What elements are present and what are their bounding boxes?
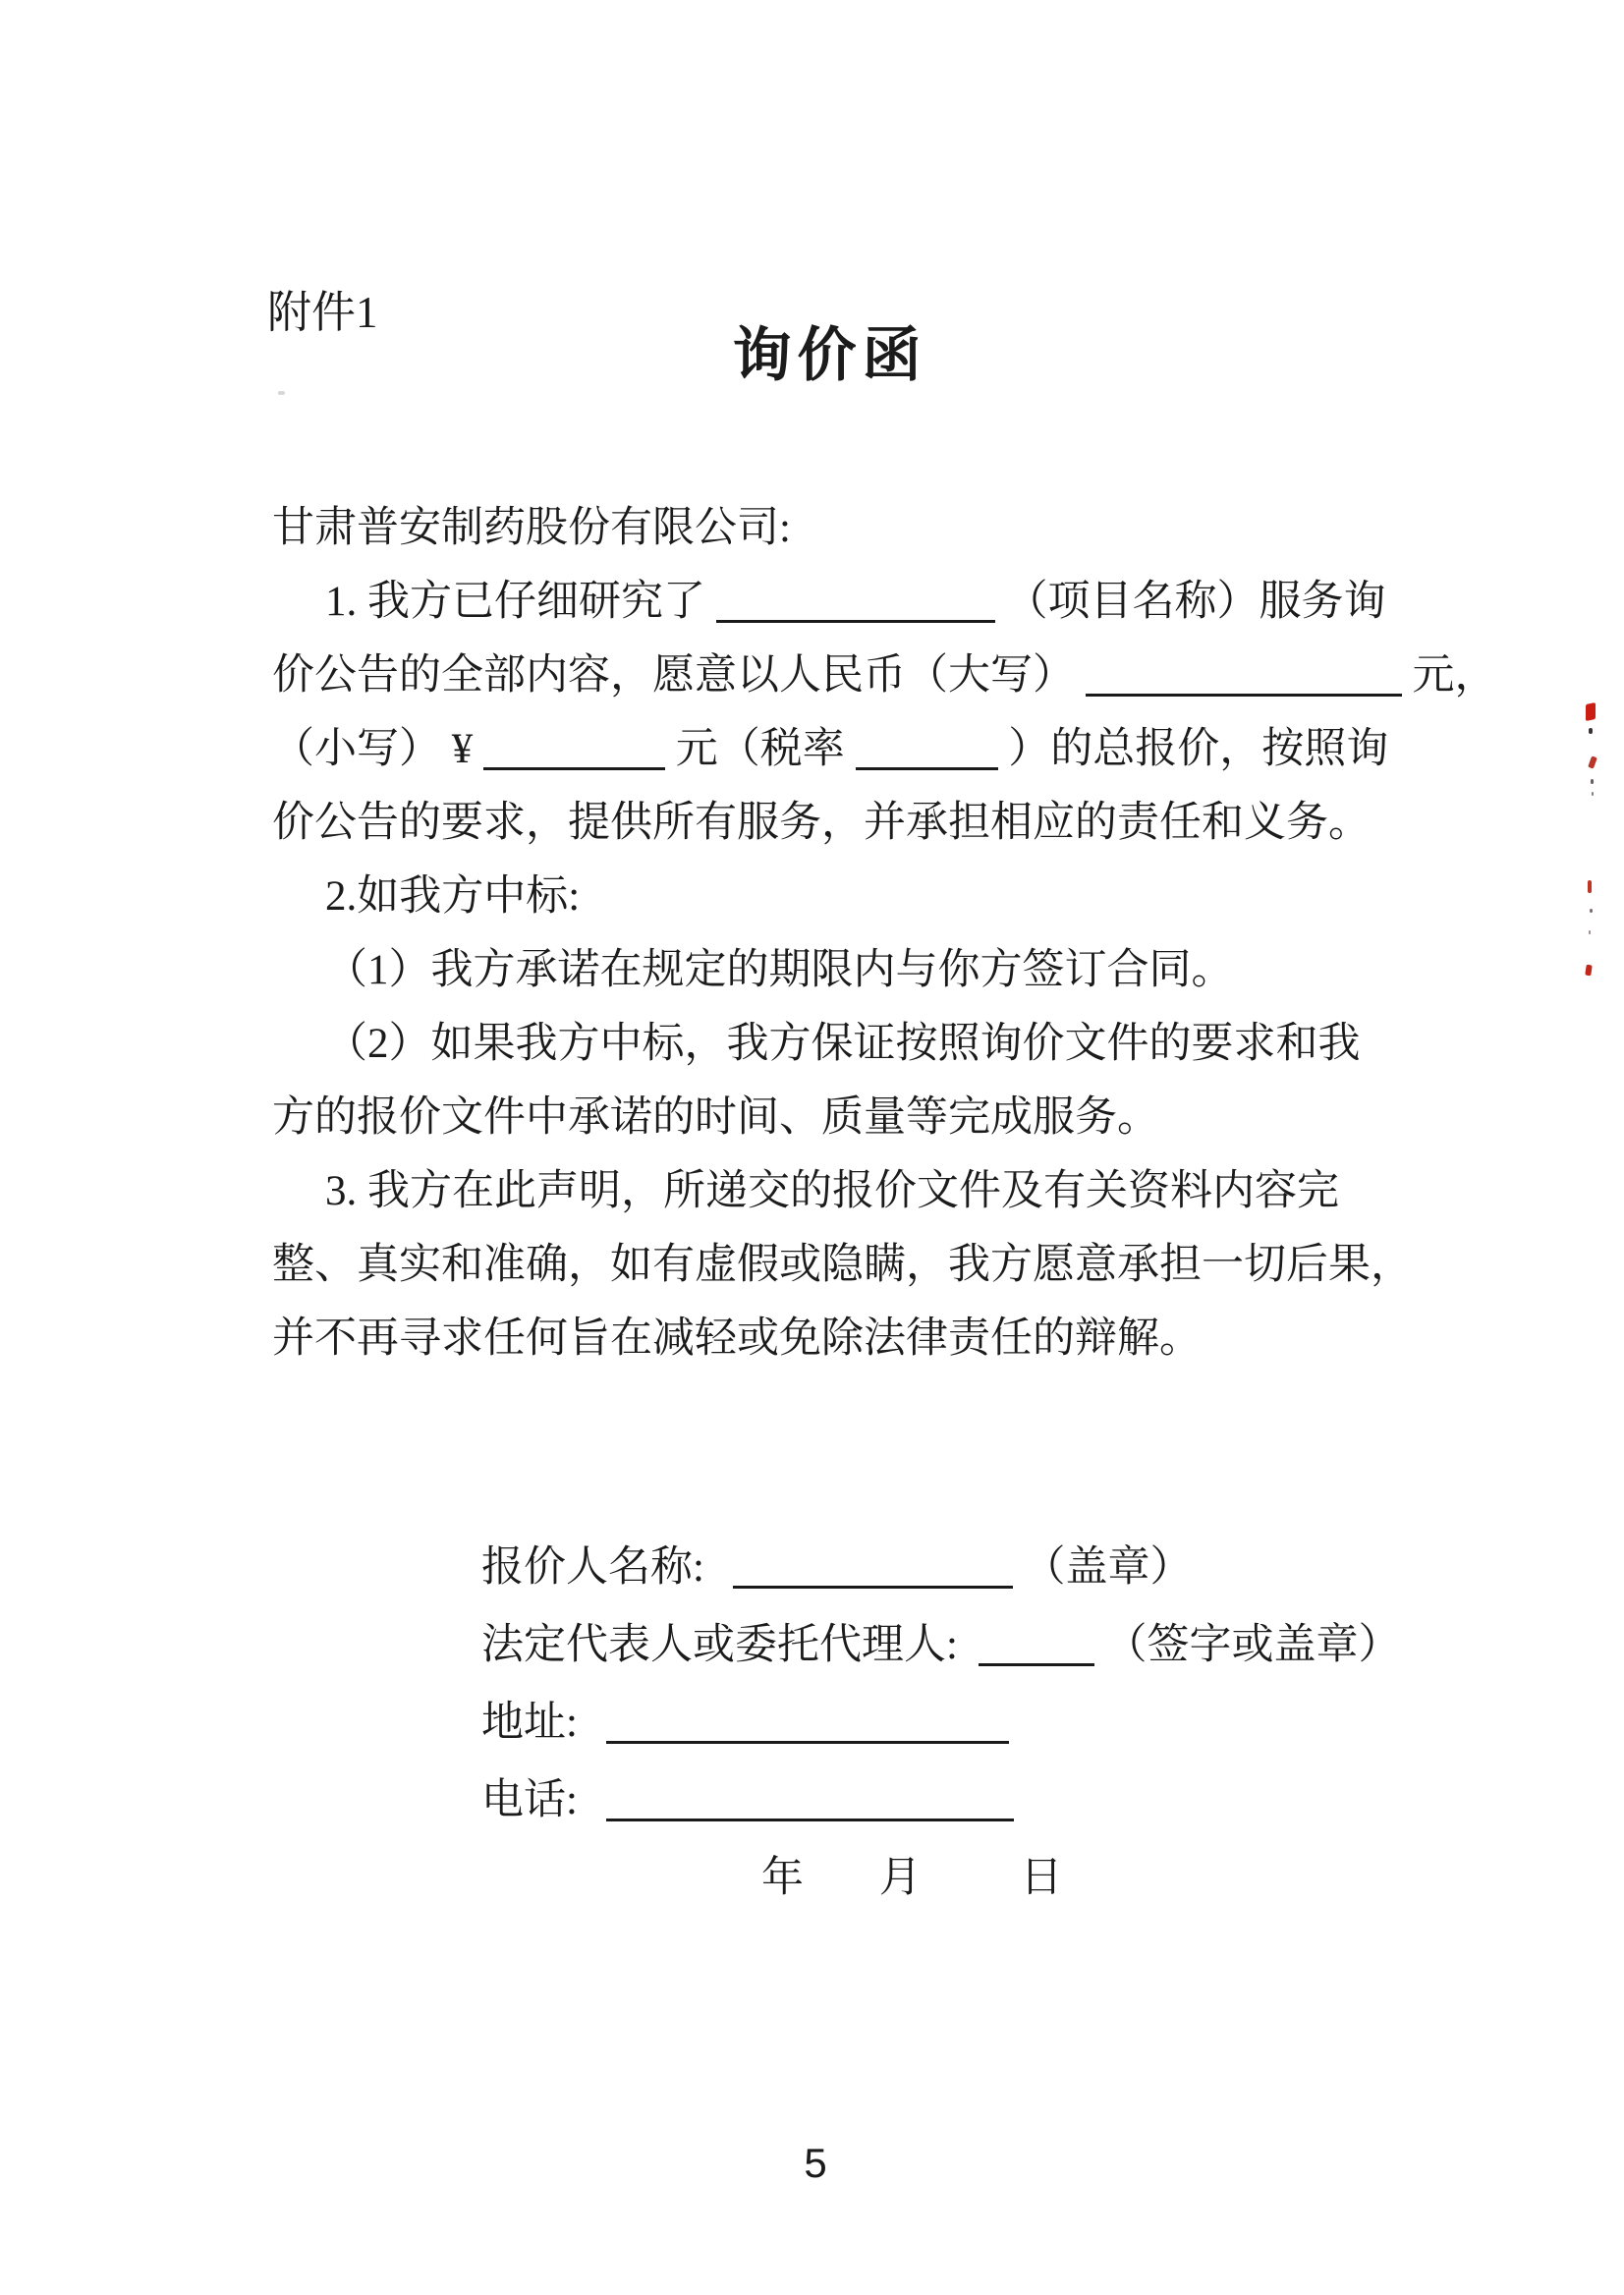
red-scan-artifact: [1588, 880, 1592, 893]
para1-line4-text: 价公告的要求，提供所有服务，并承担相应的责任和义务。: [272, 800, 1371, 846]
scan-speck: [1592, 792, 1594, 796]
para1-line3-suffix: ）的总报价，按照询: [1008, 726, 1389, 772]
para3-line3-text: 并不再寻求任何旨在减轻或免除法律责任的辩解。: [272, 1315, 1202, 1362]
salutation-text: 甘肃普安制药股份有限公司:: [272, 505, 791, 551]
para3-line2-text: 整、真实和准确，如有虚假或隐瞒，我方愿意承担一切后果，: [272, 1242, 1413, 1288]
salutation: [272, 491, 1397, 565]
para2-item2-line1-text: （2）如果我方中标，我方保证按照询价文件的要求和我: [325, 1021, 1361, 1067]
scan-speck: [1589, 930, 1591, 934]
paragraph1-line2: [272, 639, 1497, 712]
phone-row: [481, 1762, 1400, 1839]
scan-speck: [1591, 779, 1594, 784]
para1-line2-text: 价公告的全部内容，愿意以人民币（大写）: [272, 652, 1075, 699]
para1-line1-suffix: （项目名称）服务询: [1005, 579, 1386, 625]
page-number: 5: [804, 2140, 827, 2186]
representative-seal-note: （签字或盖章）: [1104, 1622, 1401, 1668]
para3-line1-text: 3. 我方在此声明，所递交的报价文件及有关资料内容完: [325, 1168, 1339, 1214]
para2-item1-text: （1）我方承诺在规定的期限内与你方签订合同。: [325, 947, 1234, 993]
legal-representative-label: 法定代表人或委托代理人:: [481, 1622, 958, 1668]
paragraph2-item2-line1: [272, 1007, 1397, 1081]
legal-representative-row: [481, 1606, 1400, 1684]
page-title: 询价函: [732, 323, 927, 388]
letter-body: [272, 491, 1497, 1375]
date-row: [481, 1839, 1400, 1917]
bidder-name-row: [481, 1529, 1400, 1606]
bidder-name-label: 报价人名称:: [481, 1544, 704, 1591]
bidder-name-blank: [733, 1586, 1013, 1589]
para1-line2-suffix: 元，: [1412, 652, 1497, 699]
address-blank: [606, 1741, 1009, 1744]
attachment-label: 附件1: [267, 288, 378, 337]
red-scan-artifact: [1586, 702, 1596, 721]
red-scan-artifact: [1588, 756, 1597, 768]
red-scan-artifact: [1585, 965, 1592, 977]
para1-line1-text: 1. 我方已仔细研究了: [325, 579, 705, 625]
para1-line3-mid: 元（税率: [675, 726, 845, 772]
paragraph1-line4: [272, 786, 1397, 860]
phone-blank: [606, 1819, 1014, 1821]
paragraph2-heading: [272, 860, 1397, 933]
date-year-label: 年: [761, 1855, 804, 1901]
paragraph3-line1: [272, 1154, 1397, 1228]
address-row: [481, 1684, 1400, 1762]
bidder-seal-note: （盖章）: [1023, 1544, 1193, 1591]
signature-block: [481, 1529, 1400, 1917]
address-label: 地址:: [481, 1700, 578, 1746]
date-day-label: 日: [1020, 1855, 1063, 1901]
amount-in-words-blank: [1086, 694, 1402, 697]
scan-speck: [1590, 909, 1593, 913]
date-month-label: 月: [878, 1855, 922, 1901]
tax-rate-blank: [856, 767, 998, 770]
para2-item2-line2-text: 方的报价文件中承诺的时间、质量等完成服务。: [272, 1094, 1159, 1141]
amount-in-figures-blank: [483, 767, 665, 770]
paragraph2-item2-line2: [272, 1081, 1397, 1154]
project-name-blank: [716, 620, 995, 623]
legal-representative-blank: [979, 1663, 1094, 1666]
para1-line3-prefix: （小写）: [272, 726, 441, 772]
paragraph3-line2: [272, 1228, 1413, 1302]
scan-speck: [278, 391, 285, 395]
currency-symbol: ¥: [451, 726, 474, 772]
paragraph1-line1: [272, 565, 1397, 639]
phone-label: 电话:: [481, 1777, 578, 1823]
paragraph3-line3: [272, 1302, 1397, 1375]
scan-speck: [1589, 728, 1593, 734]
paragraph2-item1: [272, 933, 1397, 1007]
paragraph1-line3: [272, 712, 1397, 786]
para2-heading-text: 2.如我方中标:: [325, 873, 581, 920]
